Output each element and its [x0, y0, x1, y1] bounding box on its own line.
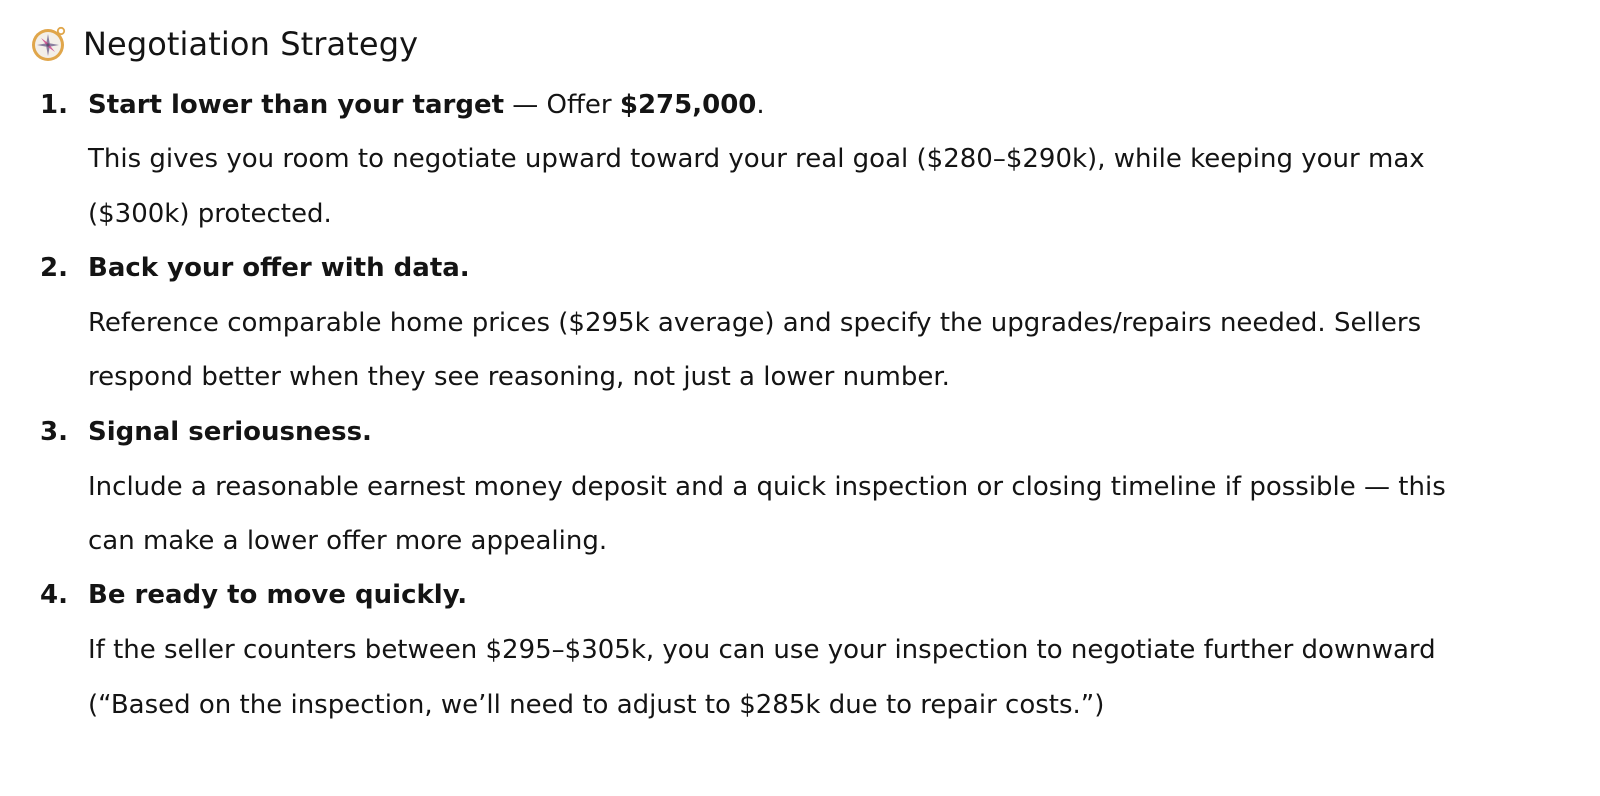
list-item-body-line: ($300k) protected.: [88, 199, 332, 229]
list-item-title-line: [88, 240, 470, 296]
list-item-title-suffix: — Offer: [504, 90, 620, 120]
list-item-title-line: [88, 567, 467, 623]
list-item-body-line: Include a reasonable earnest money deposit and a quick inspection or closing timeline if possible — this: [88, 472, 1446, 502]
list-item-body-line: can make a lower offer more appealing.: [88, 526, 608, 556]
list-item-number: 4.: [40, 580, 68, 610]
list-item-body-line: This gives you room to negotiate upward toward your real goal ($280–$290k), while keeping your max: [88, 144, 1425, 174]
section-heading: [30, 22, 418, 66]
list-item-title: Be ready to move quickly.: [88, 580, 468, 610]
list-item-title-line: [88, 77, 765, 133]
list-item-title-end: .: [756, 90, 765, 120]
list-item-title-line: [88, 404, 372, 460]
list-item-body-line: Reference comparable home prices ($295k average) and specify the upgrades/repairs needed. Sellers: [88, 308, 1422, 338]
list-item-body-line: (“Based on the inspection, we’ll need to adjust to $285k due to repair costs.”): [88, 690, 1105, 720]
offer-amount: $275,000: [619, 90, 757, 120]
list-item-title: Back your offer with data.: [88, 253, 470, 283]
page-title: Negotiation Strategy: [83, 25, 419, 63]
list-item-title: Start lower than your target: [88, 90, 505, 120]
list-item-number: 3.: [40, 417, 68, 447]
list-item-number: 1.: [40, 90, 68, 120]
compass-icon: [30, 25, 68, 63]
list-item-number: 2.: [40, 253, 68, 283]
list-item-body-line: respond better when they see reasoning, not just a lower number.: [88, 362, 950, 392]
list-item-title: Signal seriousness.: [88, 417, 372, 447]
list-item-body-line: If the seller counters between $295–$305k, you can use your inspection to negotiate further downward: [88, 635, 1436, 665]
